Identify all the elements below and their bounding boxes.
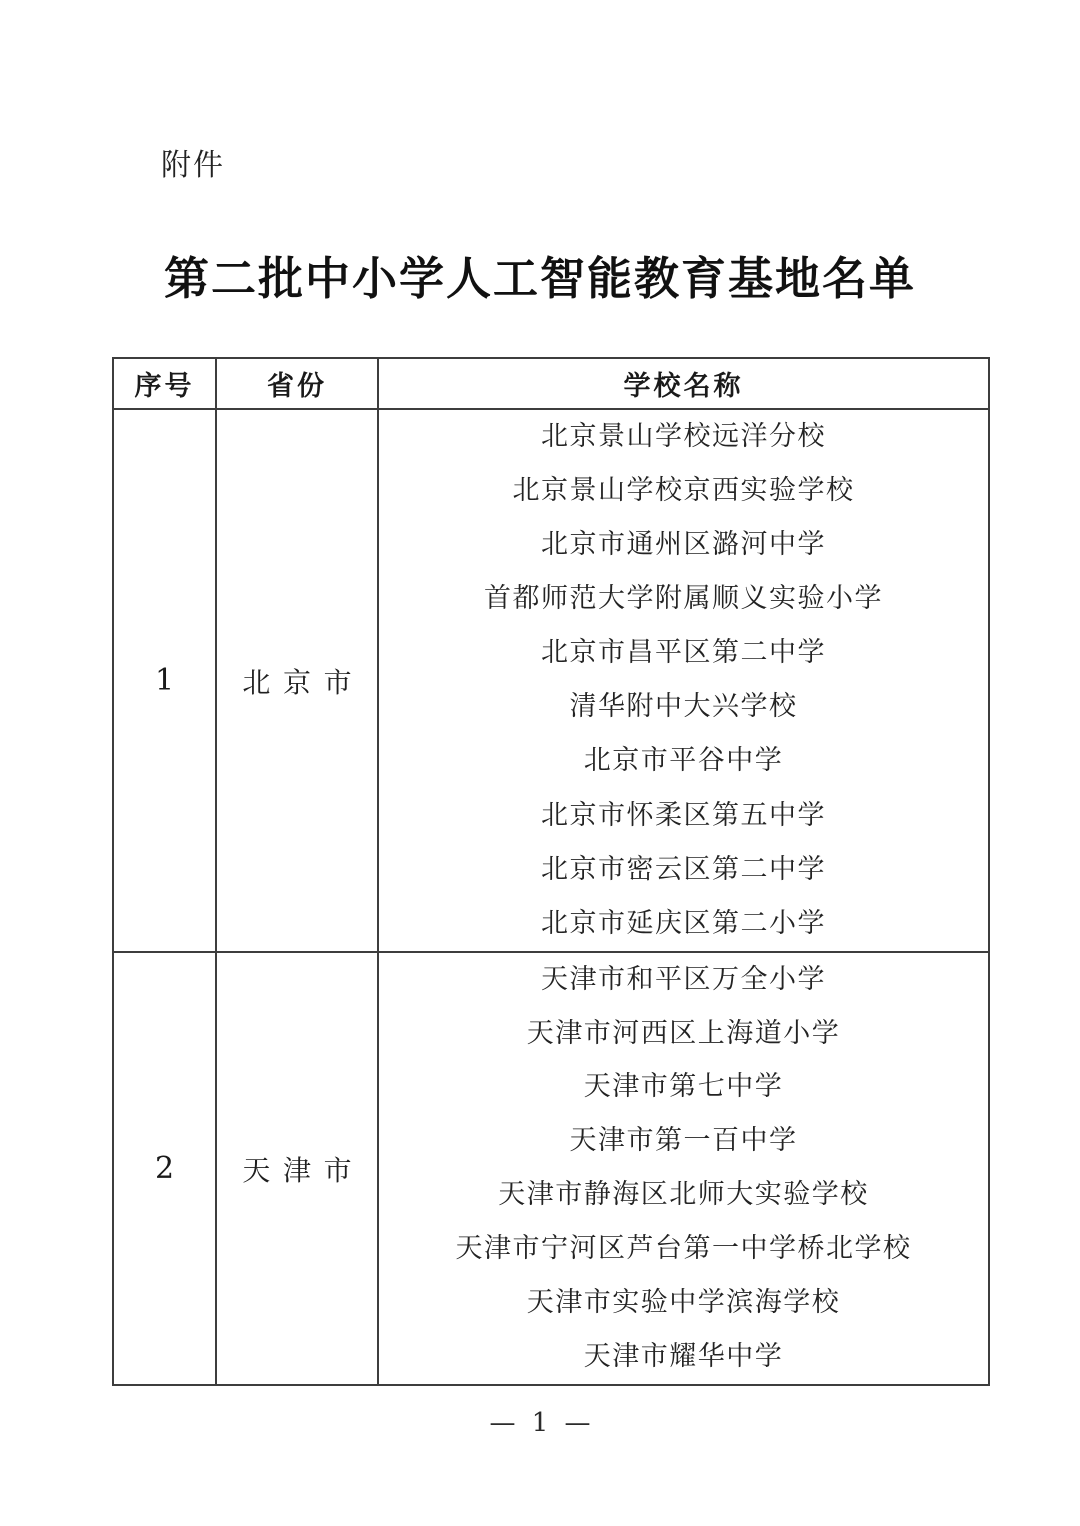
school-name: 北京景山学校远洋分校 bbox=[541, 420, 826, 452]
page-number: — 1 — bbox=[489, 1408, 591, 1438]
school-name: 天津市宁河区芦台第一中学桥北学校 bbox=[455, 1233, 912, 1265]
school-list-cell bbox=[378, 952, 989, 1385]
index-cell: 1 bbox=[113, 409, 216, 952]
header-cell-school: 学校名称 bbox=[378, 358, 989, 409]
school-name: 北京市延庆区第二小学 bbox=[541, 907, 826, 939]
school-name: 天津市河西区上海道小学 bbox=[526, 1017, 841, 1049]
school-name: 北京市密云区第二中学 bbox=[541, 853, 826, 885]
school-name: 首都师范大学附属顺义实验小学 bbox=[484, 583, 883, 615]
school-name: 北京市通州区潞河中学 bbox=[541, 529, 826, 561]
school-name: 天津市和平区万全小学 bbox=[541, 963, 826, 995]
province-cell: 天津市 bbox=[216, 952, 378, 1385]
school-name: 天津市耀华中学 bbox=[583, 1340, 784, 1372]
school-list-cell bbox=[378, 409, 989, 952]
school-name: 北京景山学校京西实验学校 bbox=[512, 474, 855, 506]
school-name: 清华附中大兴学校 bbox=[569, 691, 798, 723]
school-name: 北京市平谷中学 bbox=[583, 745, 784, 777]
school-list bbox=[379, 953, 988, 1384]
school-name: 天津市第一百中学 bbox=[569, 1125, 798, 1157]
school-name: 天津市静海区北师大实验学校 bbox=[498, 1179, 869, 1211]
school-name: 北京市怀柔区第五中学 bbox=[541, 799, 826, 831]
table-row bbox=[113, 409, 989, 952]
index-cell: 2 bbox=[113, 952, 216, 1385]
header-cell-province: 省份 bbox=[216, 358, 378, 409]
schools-table bbox=[112, 357, 990, 1386]
school-name: 天津市第七中学 bbox=[583, 1071, 784, 1103]
school-name: 北京市昌平区第二中学 bbox=[541, 637, 826, 669]
header-cell-index: 序号 bbox=[113, 358, 216, 409]
table-header-row bbox=[113, 358, 989, 409]
school-name: 天津市实验中学滨海学校 bbox=[526, 1286, 841, 1318]
province-cell: 北京市 bbox=[216, 409, 378, 952]
table-row bbox=[113, 952, 989, 1385]
attachment-label: 附件 bbox=[161, 149, 225, 182]
page-title: 第二批中小学人工智能教育基地名单 bbox=[163, 252, 916, 305]
school-list bbox=[379, 410, 988, 951]
